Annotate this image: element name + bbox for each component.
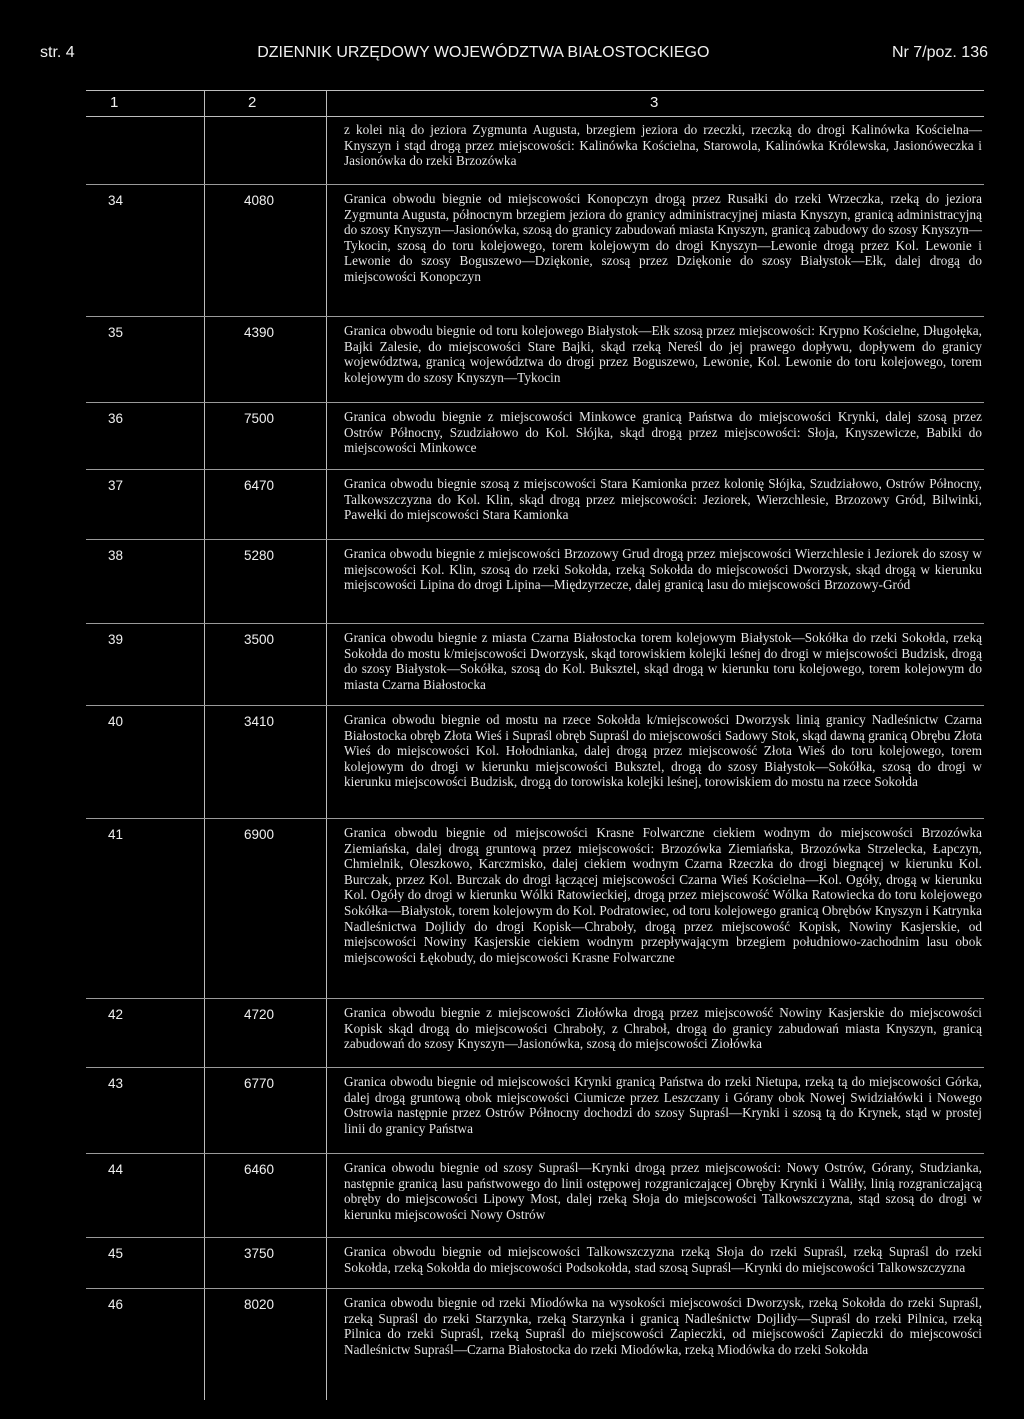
- boundary-description: Granica obwodu biegnie od szosy Supraśl—Krynki drogą przez miejscowości: Nowy Ostrów, Górany, Studzianka, następnie granicą lasu państwowego do linii ostępowej rozgraniczającej Obręby Krynki i Waliły, linią rozgraniczającą obręby do miejscowości Lipowy Most, dalej rzeką Słoja do miejscowości Talkowszczyzna, stąd szosą do drogi w kierunku miejscowości Nowy Ostrów: [344, 1160, 982, 1222]
- district-area: 3410: [244, 714, 275, 729]
- boundary-description: Granica obwodu biegnie z miejscowości Ziołówka drogą przez miejscowość Nowiny Kasjerskie do miejscowości Kopisk skąd drogą do miejscowości Chraboły, z Chraboł, drogą do granicy zabudowań miasta Knyszyn, granicą zabudowań do szosy Knyszyn—Jasionówka, szosą do miejscowości Ziołówka: [344, 1005, 982, 1052]
- boundary-description: Granica obwodu biegnie z miejscowości Brzozowy Grud drogą przez miejscowości Wierzchlesie i Jeziorek do szosy w miejscowości Kol. Klin, szosą do rzeki Sokołda, rzeką Sokołda do miejscowości Dworzysk, skąd drogą w kierunku miejscowości Lipina do drogi Lipina—Międzyrzecze, dalej granicą lasu do miejscowości Brzozowy-Gród: [344, 546, 982, 593]
- district-number: 39: [108, 632, 124, 647]
- boundary-description: Granica obwodu biegnie od rzeki Miodówka na wysokości miejscowości Dworzysk, rzeką Sokołda do rzeki Supraśl, rzeką Supraśl do rzeki Starzynka, rzeką Starzynka i granicą Nadleśnictw Dojlidy—Supraśl do rzeki Pilnica, rzeką Pilnica do rzeki Supraśl, rzeką Supraśl do miejscowości Zapieczki, od miejscowości Zapieczki do miejscowości Nadleśnictw Supraśl—Czarna Białostocka do rzeki Miodówka, rzeką Miodówka do rzeki Sokołda: [344, 1295, 982, 1357]
- district-area: 8020: [244, 1297, 275, 1312]
- district-number: 45: [108, 1246, 124, 1261]
- district-number: 41: [108, 827, 124, 842]
- district-number: 42: [108, 1007, 124, 1022]
- district-area: 6460: [244, 1162, 275, 1177]
- district-number: 34: [108, 193, 124, 208]
- column-divider-2: [326, 90, 327, 1400]
- boundary-description: Granica obwodu biegnie szosą z miejscowości Stara Kamionka przez kolonię Słójka, Szudziałowo, Ostrów Północny, Talkowszczyzna do Kol. Klin, skąd drogą przez miejscowości: Jeziorek, Wierzchlesie, Brzozowy Gród, Bilwinki, Pawełki do miejscowości Stara Kamionka: [344, 476, 982, 523]
- page-number: str. 4: [40, 44, 75, 61]
- boundary-description: z kolei nią do jeziora Zygmunta Augusta, brzegiem jeziora do rzeczki, rzeczką do drogi Kalinówka Kościelna—Knyszyn i stąd drogą przez miejscowości: Kalinówka Kościelna, Starowola, Kalinówka Królewska, Jasionóweczka i Jasionówka do rzeki Brzozówka: [344, 122, 982, 169]
- district-area: 7500: [244, 411, 275, 426]
- district-area: 6900: [244, 827, 275, 842]
- district-area: 3500: [244, 632, 275, 647]
- district-area: 6770: [244, 1076, 275, 1091]
- district-number: 37: [108, 478, 124, 493]
- district-number: 44: [108, 1162, 124, 1177]
- issue-number: Nr 7/poz. 136: [891, 44, 988, 61]
- boundary-description: Granica obwodu biegnie od miejscowości Konopczyn drogą przez Rusałki do rzeki Wrzeczka, rzeką do jeziora Zygmunta Augusta, północnym brzegiem jeziora do granicy administracyjnej miasta Knyszyn, granicą administracyjną do szosy Knyszyn—Jasionówka, szosą do granicy zabudowań miasta Knyszyn, granicą zabudowy do szosy Knyszyn—Tykocin, szosą do toru kolejowego, torem kolejowym do drogi Knyszyn—Lewonie drogą przez Kol. Lewonie i Lewonie do szosy Boguszewo—Dziękonie, szosą przez Dziękonie do szosy Białystok—Ełk, dalej drogą do miejscowości Konopczyn: [344, 191, 982, 284]
- district-area: 4720: [244, 1007, 275, 1022]
- district-area: 4390: [244, 325, 275, 340]
- district-area: 3750: [244, 1246, 275, 1261]
- district-area: 4080: [244, 193, 275, 208]
- column-header-2: 2: [248, 94, 257, 111]
- journal-title: DZIENNIK URZĘDOWY WOJEWÓDZTWA BIAŁOSTOCKIEGO: [257, 44, 710, 61]
- district-number: 38: [108, 548, 124, 563]
- boundary-description: Granica obwodu biegnie od miejscowości Krynki granicą Państwa do rzeki Nietupa, rzeką tą do miejscowości Górka, dalej drogą gruntową obok miejscowości Ciumicze przez Leszczany i Górany obok Nowej Swidziałówki i Nowego Ostrowia następnie przez Ostrów Północny dochodzi do szosy Supraśl—Krynki i szosą tą do Krynek, stąd w prostej linii do granicy Państwa: [344, 1074, 982, 1136]
- district-number: 43: [108, 1076, 124, 1091]
- district-number: 46: [108, 1297, 124, 1312]
- district-number: 35: [108, 325, 124, 340]
- page-header: [40, 42, 988, 64]
- boundary-description: Granica obwodu biegnie od toru kolejowego Białystok—Ełk szosą przez miejscowości: Krypno Kościelne, Długołęka, Bajki Zalesie, do miejscowości Stare Bajki, skąd rzeką Nereśl do jej prawego dopływu, dopływem do granicy województwa, granicą województwa do drogi przez Boguszewo, Lewonie, Kol. Lewonie do toru kolejowego, torem kolejowym do szosy Knyszyn—Tykocin: [344, 323, 982, 385]
- boundary-description: Granica obwodu biegnie od mostu na rzece Sokołda k/miejscowości Dworzysk linią granicy Nadleśnictw Czarna Białostocka obręb Złota Wieś i Supraśl obręb Supraśl do miejscowości Sadowy Stok, skąd dawną granicą Obrębu Złota Wieś do miejscowości Kol. Hołodnianka, dalej drogą przez miejscowość Złota Wieś do toru kolejowego, torem kolejowym do drogi w kierunku miejscowości Buksztel, drogą do szosy Białystok—Sokółka, szosą do drogi w kierunku miejscowości Budzisk, drogą do torowiska kolejki leśnej, torowiskiem do mostu na rzece Sokołda: [344, 712, 982, 790]
- boundary-description: Granica obwodu biegnie z miasta Czarna Białostocka torem kolejowym Białystok—Sokółka do rzeki Sokołda, rzeką Sokołda do mostu k/miejscowości Dworzysk, skąd torowiskiem kolejki leśnej do drogi w miejscowości Budzisk, drogą do szosy Białystok—Sokółka, szosą do Kol. Buksztel, skąd drogą w kierunku toru kolejowego, torem kolejowym do miasta Czarna Białostocka: [344, 630, 982, 692]
- district-number: 36: [108, 411, 124, 426]
- district-area: 6470: [244, 478, 275, 493]
- district-area: 5280: [244, 548, 275, 563]
- boundary-description: Granica obwodu biegnie od miejscowości Talkowszczyzna rzeką Słoja do rzeki Supraśl, rzeką Supraśl do rzeki Sokołda, rzeką Sokołda do miejscowości Podsokołda, stad szosą Supraśl—Krynki do miejscowości Talkowszczyzna: [344, 1244, 982, 1275]
- boundary-description: Granica obwodu biegnie z miejscowości Minkowce granicą Państwa do miejscowości Krynki, dalej szosą przez Ostrów Północny, Szudziałowo do Kol. Słójka, skąd drogą przez miejscowości: Słoja, Knyszewicze, Babiki do miejscowości Minkowce: [344, 409, 982, 456]
- districts-table: [86, 90, 984, 1400]
- district-number: 40: [108, 714, 124, 729]
- table-row: [86, 90, 984, 184]
- column-header-1: 1: [110, 94, 119, 111]
- boundary-description: Granica obwodu biegnie od miejscowości Krasne Folwarczne ciekiem wodnym do miejscowości Brzozówka Ziemiańska, dalej drogą gruntową przez miejscowości: Brzozówka Ziemiańska, Brzozówka Strzelecka, Łapczyn, Chmielnik, Oleszkowo, Karczmisko, dalej ciekiem wodnym Czarna Rzeczka do drogi biegnącej w kierunku Kol. Burczak, przez Kol. Burczak do drogi łączącej miejscowości Czarna Wieś Kościelna—Kol. Ogóły, drogą w kierunku Kol. Ogóły do drogi w kierunku Wólki Ratowieckiej, drogą przez miejscowość Wólka Ratowiecka do toru kolejowego Sokółka—Białystok, torem kolejowym do Kol. Podratowiec, od toru kolejowego granicą Obrębów Knyszyn i Katrynka Nadleśnictwa Dojlidy do drogi Kopisk—Chraboły, drogą przez miejscowość Kopisk, Nowiny Kasjerskie, od miejscowości Nowiny Kasjerskie ciekiem wodnym przepływającym brzegiem południowo-zachodnim lasu obok miejscowości Łękobudy, do miejscowości Krasne Folwarczne: [344, 825, 982, 965]
- column-divider-1: [204, 90, 205, 1400]
- column-header-3: 3: [650, 94, 659, 111]
